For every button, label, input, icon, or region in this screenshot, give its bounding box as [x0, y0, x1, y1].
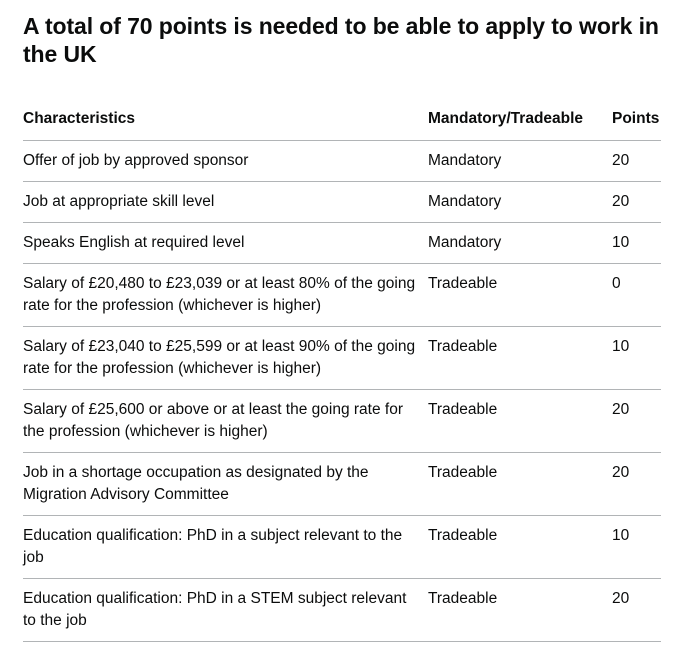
table-row [23, 182, 661, 223]
characteristic-cell: Salary of £25,600 or above or at least the going rate for the profession (whichever is higher) [23, 390, 428, 453]
table-header-row [23, 104, 661, 141]
type-cell: Tradeable [428, 453, 612, 516]
type-cell: Tradeable [428, 516, 612, 579]
points-cell: 10 [612, 327, 661, 390]
type-cell: Tradeable [428, 264, 612, 327]
page-title: A total of 70 points is needed to be able to apply to work in the UK [23, 13, 659, 67]
characteristic-cell: Speaks English at required level [23, 223, 428, 264]
points-cell: 20 [612, 453, 661, 516]
points-table [23, 104, 661, 642]
type-cell: Mandatory [428, 141, 612, 182]
characteristic-cell: Salary of £20,480 to £23,039 or at least 80% of the going rate for the profession (whichever is higher) [23, 264, 428, 327]
type-cell: Tradeable [428, 579, 612, 642]
table-row [23, 223, 661, 264]
points-cell: 20 [612, 579, 661, 642]
characteristic-cell: Offer of job by approved sponsor [23, 141, 428, 182]
characteristic-cell: Salary of £23,040 to £25,599 or at least 90% of the going rate for the profession (whichever is higher) [23, 327, 428, 390]
characteristic-cell: Education qualification: PhD in a STEM subject relevant to the job [23, 579, 428, 642]
points-cell: 0 [612, 264, 661, 327]
table-row [23, 453, 661, 516]
column-header-characteristics: Characteristics [23, 104, 428, 141]
points-cell: 20 [612, 182, 661, 223]
points-cell: 10 [612, 516, 661, 579]
column-header-points: Points [612, 104, 661, 141]
column-header-mandatory-tradeable: Mandatory/Tradeable [428, 104, 612, 141]
points-cell: 10 [612, 223, 661, 264]
type-cell: Tradeable [428, 390, 612, 453]
table-row [23, 579, 661, 642]
characteristic-cell: Education qualification: PhD in a subject relevant to the job [23, 516, 428, 579]
table-row [23, 516, 661, 579]
type-cell: Tradeable [428, 327, 612, 390]
points-cell: 20 [612, 141, 661, 182]
points-cell: 20 [612, 390, 661, 453]
characteristic-cell: Job at appropriate skill level [23, 182, 428, 223]
table-row [23, 390, 661, 453]
characteristic-cell: Job in a shortage occupation as designated by the Migration Advisory Committee [23, 453, 428, 516]
type-cell: Mandatory [428, 182, 612, 223]
table-row [23, 264, 661, 327]
table-row [23, 141, 661, 182]
table-row [23, 327, 661, 390]
type-cell: Mandatory [428, 223, 612, 264]
